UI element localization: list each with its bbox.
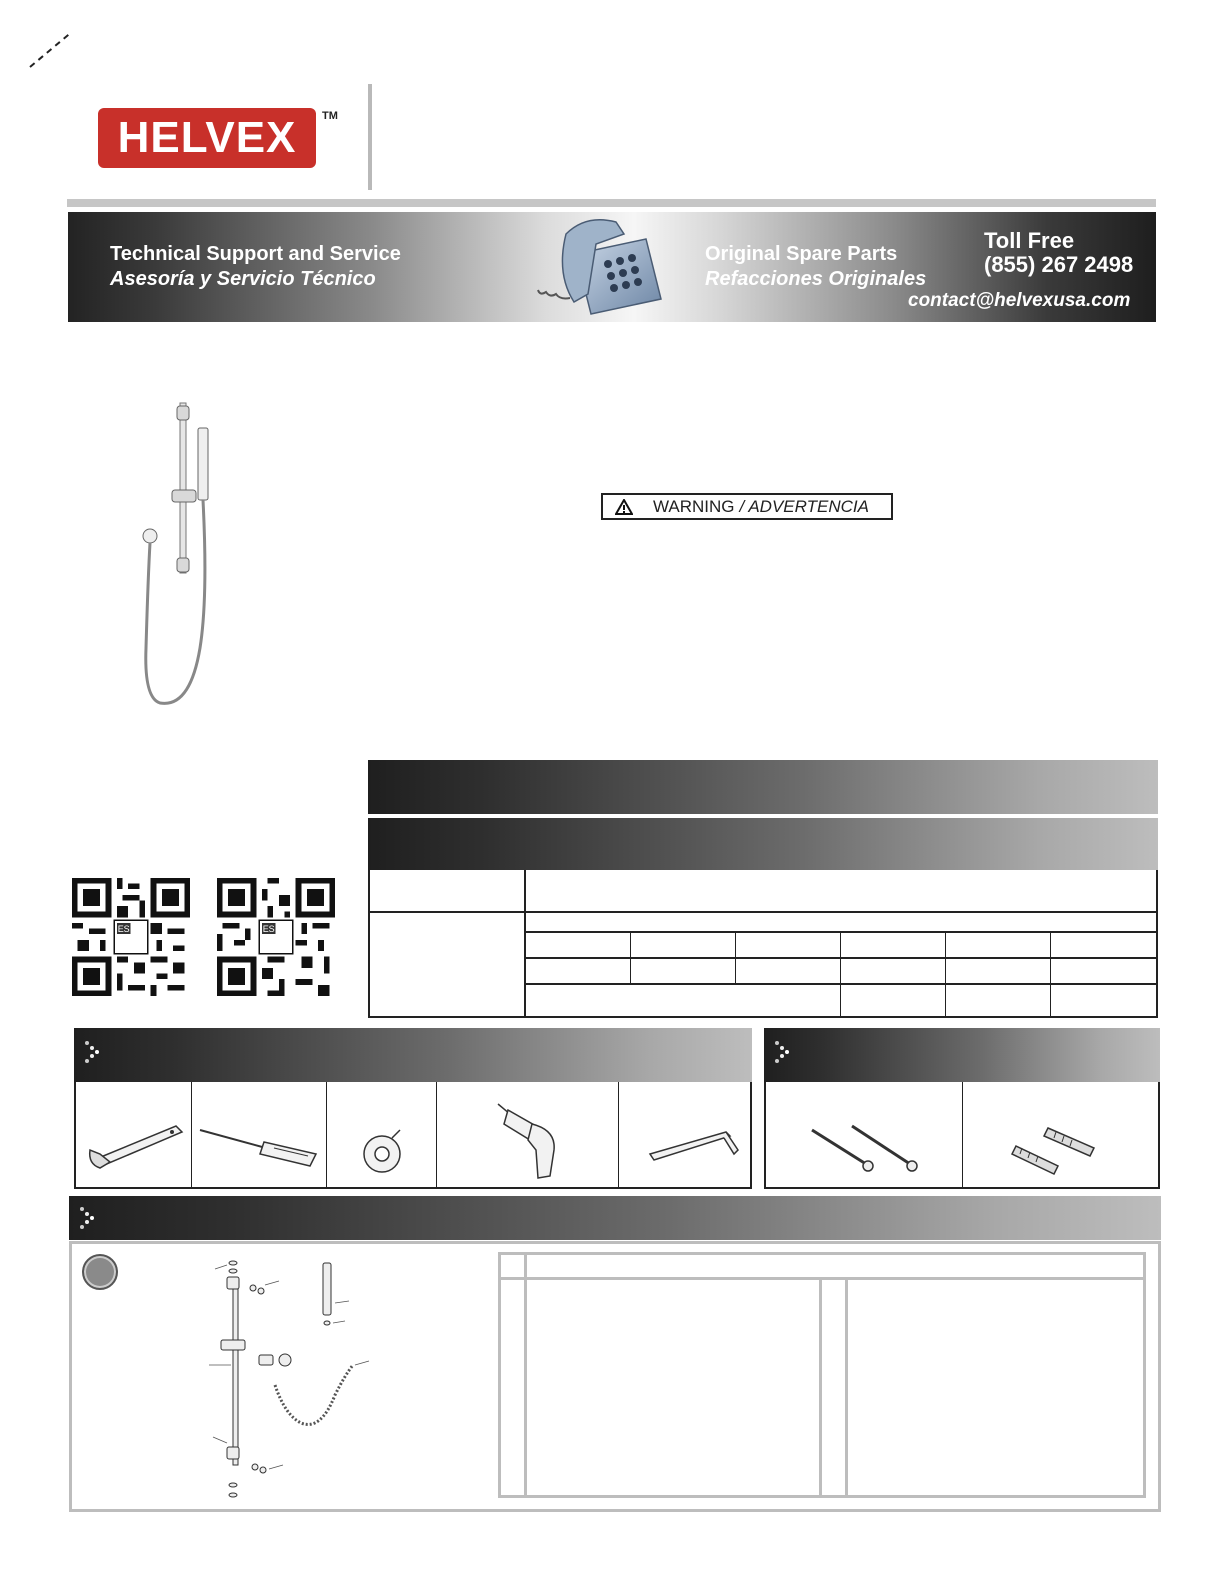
- installation-bar: [69, 1196, 1161, 1240]
- warning-label-es: / ADVERTENCIA: [739, 496, 869, 516]
- warning-triangle-icon: [615, 499, 633, 515]
- arrow-bullet-icon: [79, 1206, 95, 1230]
- teflon-tape-icon: [360, 1128, 404, 1174]
- allen-key-icon: [646, 1122, 744, 1166]
- specifications-table: [368, 870, 1158, 1018]
- arrow-bullet-icon: [84, 1040, 100, 1064]
- tools-grid: [74, 1082, 752, 1189]
- product-title-bar: [368, 760, 1158, 814]
- helvex-logo: [98, 108, 316, 168]
- trademark-symbol: TM: [322, 110, 338, 122]
- step-number-badge: [82, 1254, 118, 1290]
- spare-parts-title-en: Original Spare Parts: [705, 243, 898, 265]
- arrow-bullet-icon: [774, 1040, 790, 1064]
- tools-required-bar: [74, 1028, 752, 1082]
- header-divider: [368, 84, 372, 190]
- telephone-icon: [536, 214, 666, 320]
- adjustable-wrench-icon: [86, 1114, 186, 1174]
- warning-label-en: WARNING: [653, 496, 735, 516]
- qr-badge-1: ES: [117, 923, 130, 934]
- shower-slide-bar-illustration: [130, 398, 230, 718]
- warning-box: [601, 493, 893, 520]
- qr-code-1[interactable]: [72, 878, 190, 996]
- qr-code-2[interactable]: [217, 878, 335, 996]
- screws-icon: [806, 1122, 926, 1176]
- parts-list-table: [498, 1252, 1146, 1498]
- toll-free-label: Toll Free: [984, 228, 1075, 253]
- support-title-es: Asesoría y Servicio Técnico: [110, 268, 376, 290]
- wall-anchors-icon: [1008, 1122, 1108, 1176]
- logo-text: HELVEX: [117, 113, 297, 162]
- spare-parts-title-es: Refacciones Originales: [705, 268, 927, 290]
- qr-badge-2: ES: [262, 923, 275, 934]
- included-parts-grid: [764, 1082, 1160, 1189]
- exploded-parts-diagram: [205, 1255, 375, 1505]
- header-rule: [67, 199, 1156, 207]
- specifications-bar: [368, 818, 1158, 870]
- screwdriver-icon: [198, 1124, 320, 1168]
- crop-mark: [29, 34, 69, 68]
- toll-free-phone[interactable]: (855) 267 2498: [984, 252, 1134, 277]
- included-parts-bar: [764, 1028, 1160, 1082]
- contact-email[interactable]: contact@helvexusa.com: [908, 290, 1131, 311]
- drill-icon: [496, 1100, 566, 1182]
- support-title-en: Technical Support and Service: [110, 243, 401, 265]
